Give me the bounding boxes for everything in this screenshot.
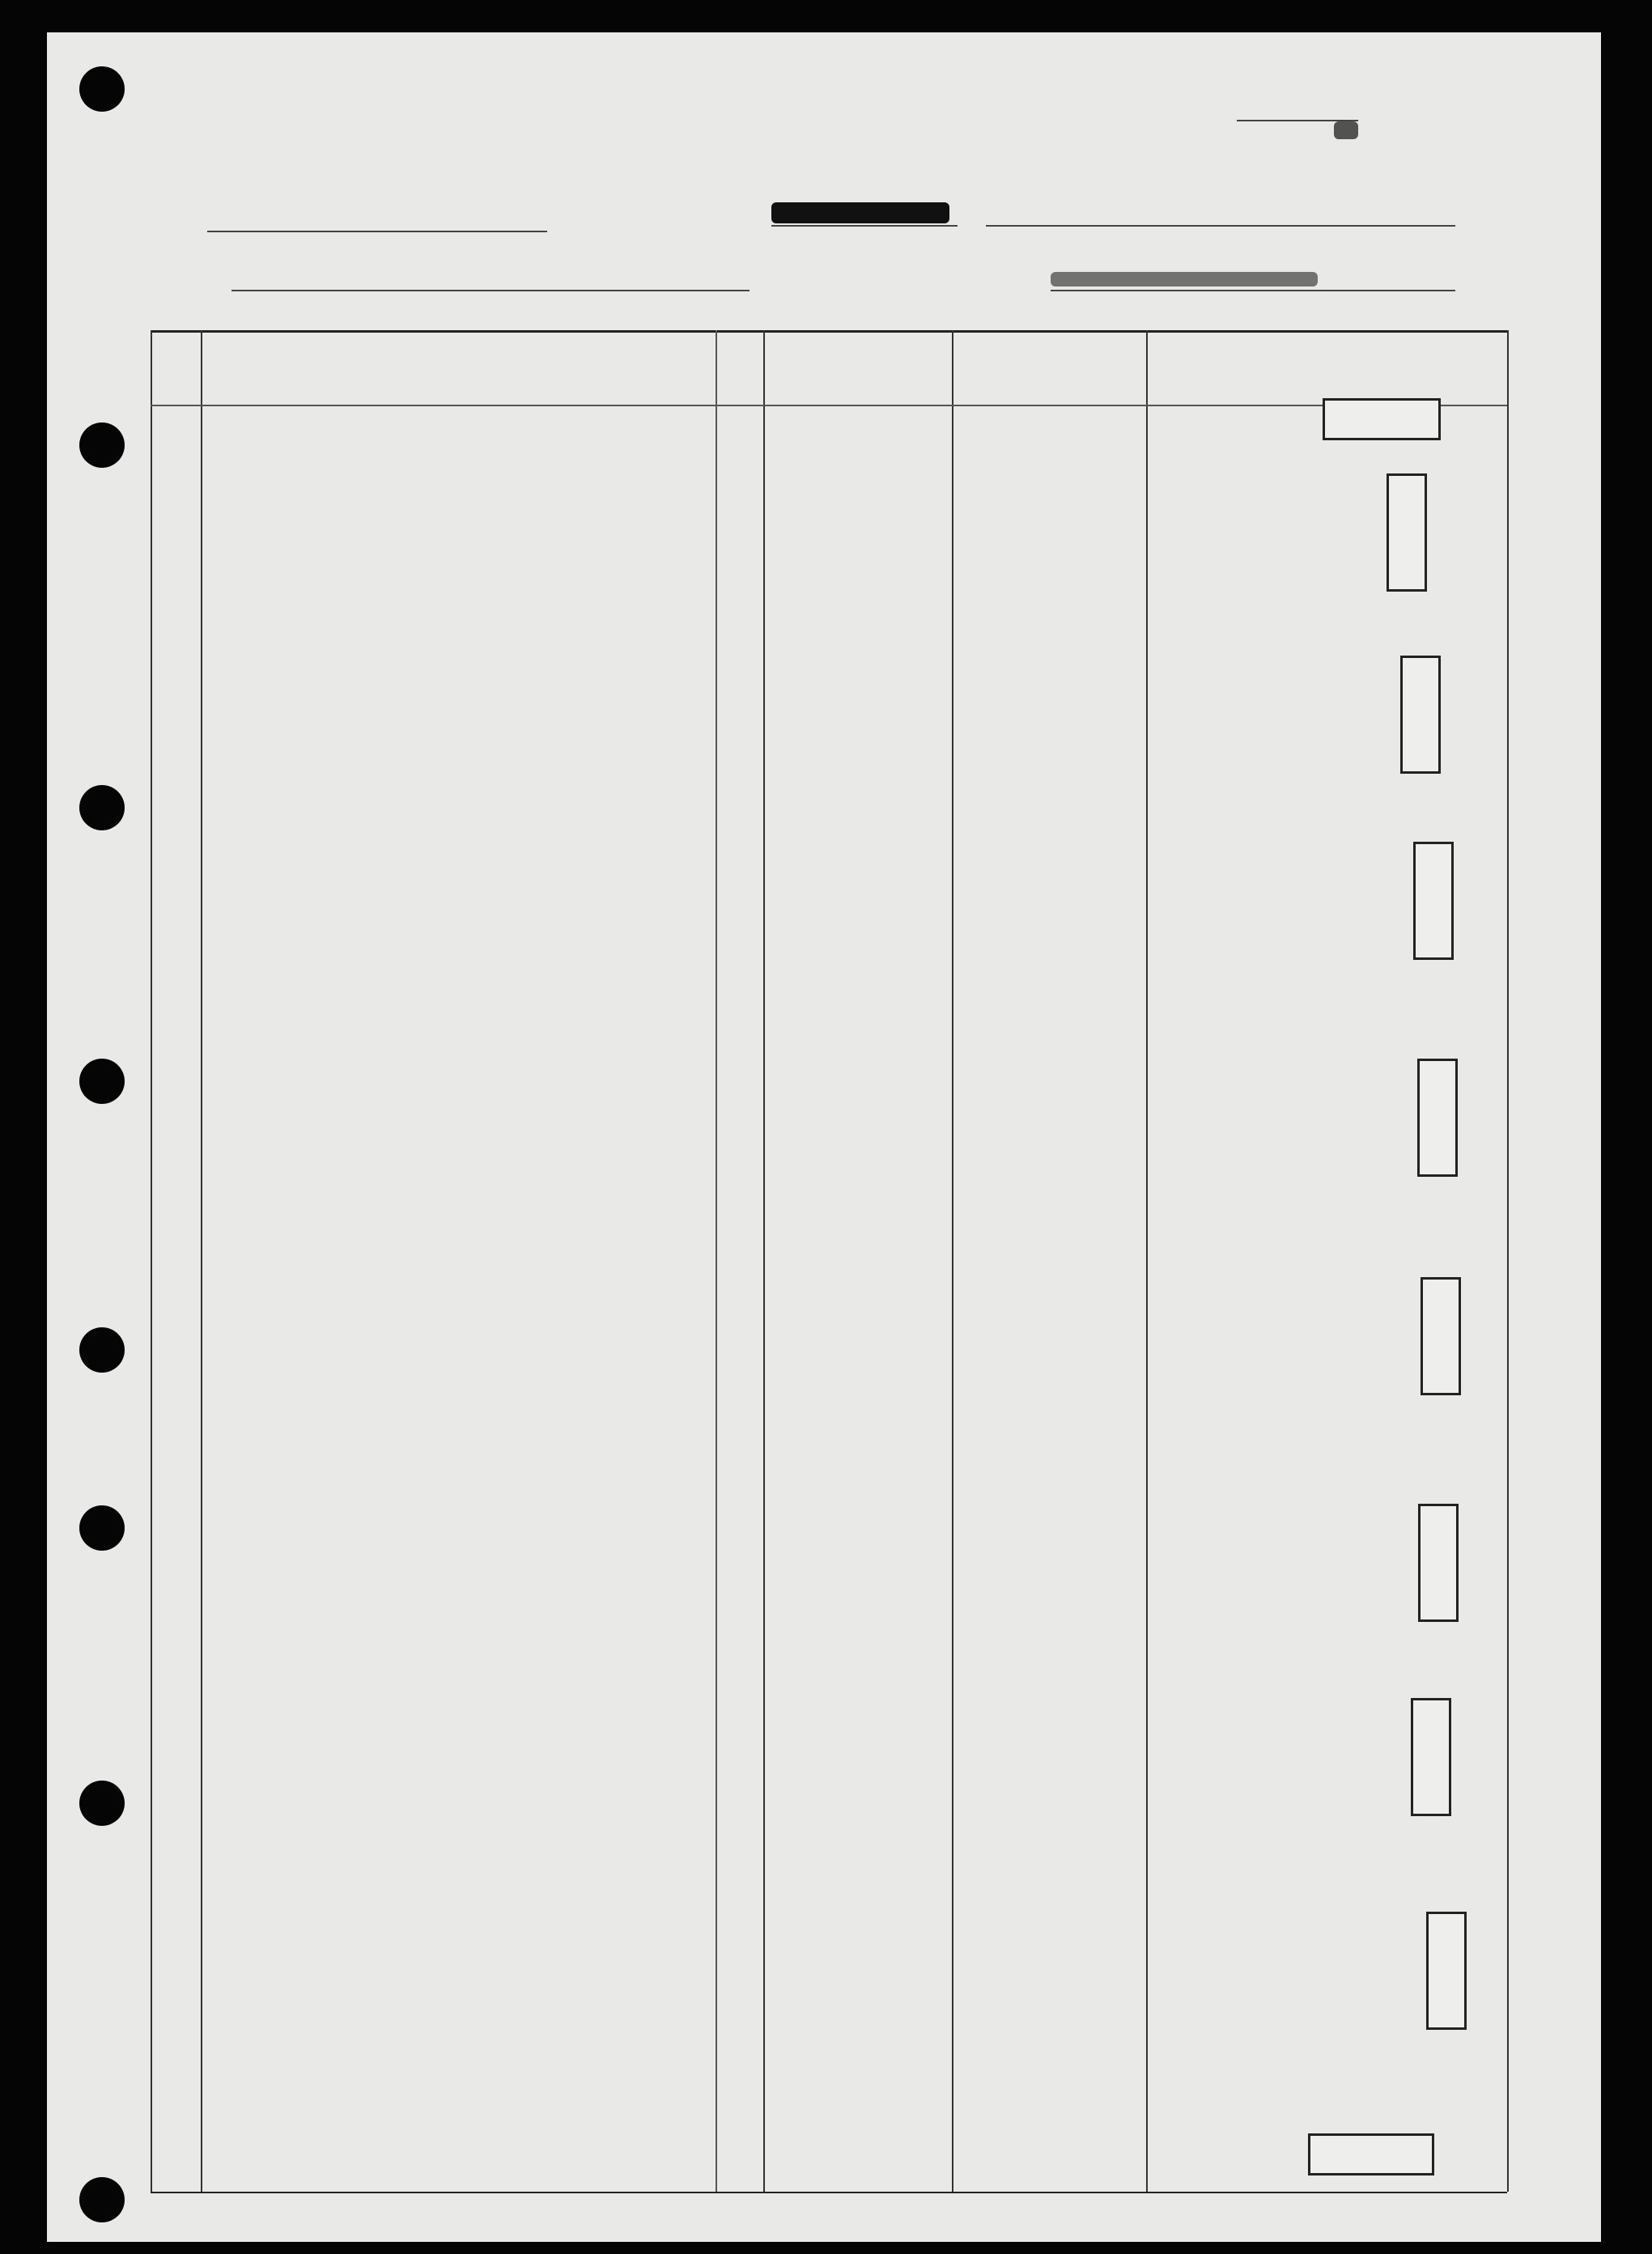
citizen-stamp xyxy=(1323,398,1441,440)
punch-hole xyxy=(79,1059,125,1104)
citizen-stamp xyxy=(1417,1059,1458,1177)
citizen-stamp xyxy=(1413,842,1454,960)
citizen-stamp xyxy=(1421,1277,1461,1395)
punch-hole xyxy=(79,1781,125,1826)
punch-hole xyxy=(79,422,125,468)
citizen-stamp xyxy=(1411,1698,1451,1816)
punch-hole xyxy=(79,66,125,112)
punch-hole xyxy=(79,2177,125,2222)
punch-hole xyxy=(79,785,125,830)
citizen-stamp xyxy=(1418,1504,1459,1622)
citizen-stamp xyxy=(1400,656,1441,774)
citizen-stamp xyxy=(1426,1912,1467,2030)
citizen-stamp xyxy=(1308,2133,1434,2175)
punch-hole xyxy=(79,1505,125,1551)
punch-hole xyxy=(79,1327,125,1373)
manifest-page xyxy=(47,32,1601,2242)
citizen-stamp xyxy=(1387,473,1427,592)
